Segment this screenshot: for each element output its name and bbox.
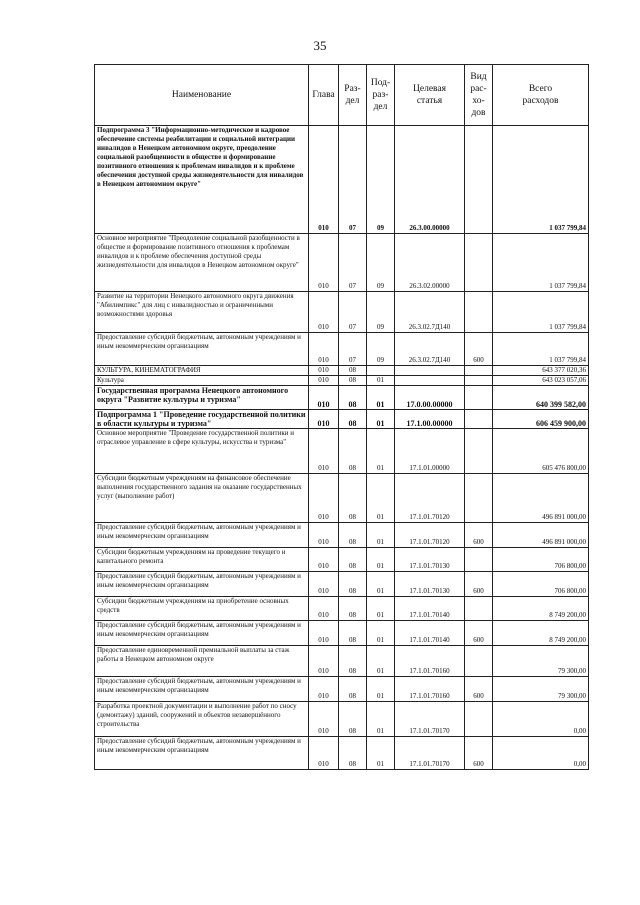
cell-amount: 496 891 000,00 (493, 523, 589, 548)
table-row (95, 523, 589, 548)
cell-glava: 010 (309, 429, 339, 474)
cell-podrazdel: 09 (367, 333, 395, 366)
cell-vid (465, 234, 493, 292)
cell-razdel: 08 (339, 597, 367, 621)
cell-name: Основное мероприятие "Преодоление социальной разобщенности в обществе и формирование позитивного отношения к проблемам инвалидов и к проблеме обеспечения доступной среды жизнедеятельности для инвалидов в Ненецком автономном округе" (95, 234, 309, 292)
cell-target: 17.1.01.70160 (395, 677, 465, 702)
cell-amount: 706 800,00 (493, 548, 589, 572)
cell-glava: 010 (309, 410, 339, 429)
cell-name: Основное мероприятие "Проведение государственной политики и отраслевое управление в сфере культуры, искусства и туризма" (95, 429, 309, 474)
table-row (95, 548, 589, 572)
cell-amount: 1 037 799,84 (493, 292, 589, 333)
cell-name: Предоставление субсидий бюджетным, автономным учреждениям и иным некоммерческим организациям (95, 737, 309, 770)
table-row (95, 410, 589, 429)
cell-glava: 010 (309, 677, 339, 702)
cell-name: Субсидии бюджетным учреждениям на финансовое обеспечение выполнения государственного задания на оказание государственных услуг (выполнение работ) (95, 474, 309, 523)
cell-glava: 010 (309, 597, 339, 621)
cell-glava: 010 (309, 572, 339, 597)
cell-target: 17.1.01.70120 (395, 523, 465, 548)
cell-vid: 600 (465, 333, 493, 366)
cell-vid (465, 702, 493, 737)
table-row (95, 597, 589, 621)
cell-podrazdel: 01 (367, 523, 395, 548)
header-podrazdel: Под- раз- дел (367, 65, 395, 126)
table-header-row (95, 65, 589, 126)
cell-razdel: 08 (339, 572, 367, 597)
cell-target: 17.1.01.70130 (395, 548, 465, 572)
cell-podrazdel: 01 (367, 646, 395, 677)
cell-glava: 010 (309, 386, 339, 410)
table-row (95, 126, 589, 234)
cell-amount: 0,00 (493, 737, 589, 770)
cell-razdel: 08 (339, 429, 367, 474)
cell-glava: 010 (309, 737, 339, 770)
cell-glava: 010 (309, 366, 339, 376)
cell-podrazdel: 09 (367, 126, 395, 234)
table-row (95, 646, 589, 677)
cell-razdel: 08 (339, 702, 367, 737)
cell-name: КУЛЬТУРА, КИНЕМАТОГРАФИЯ (95, 366, 309, 376)
cell-vid (465, 376, 493, 386)
cell-podrazdel (367, 366, 395, 376)
cell-vid (465, 548, 493, 572)
table-row (95, 376, 589, 386)
cell-vid (465, 126, 493, 234)
cell-target: 26.3.02.00000 (395, 234, 465, 292)
cell-podrazdel: 01 (367, 572, 395, 597)
cell-name: Подпрограмма 3 "Информационно-методическое и кадровое обеспечение системы реабилитации и социальной интеграции инвалидов в Ненецком автономном округе, преодоление социальной разобщенности в обществе и формирование позитивного отношения к проблемам инвалидов и к проблеме обеспечения доступной среды жизнедеятельности для инвалидов в Ненецком автономном округе" (95, 126, 309, 234)
header-name: Наименование (95, 65, 309, 126)
table-row (95, 677, 589, 702)
cell-podrazdel: 01 (367, 597, 395, 621)
cell-vid (465, 474, 493, 523)
cell-glava: 010 (309, 621, 339, 646)
cell-razdel: 07 (339, 292, 367, 333)
table-row (95, 737, 589, 770)
cell-razdel: 08 (339, 621, 367, 646)
cell-name: Государственная программа Ненецкого автономного округа "Развитие культуры и туризма" (95, 386, 309, 410)
cell-target: 17.0.00.00000 (395, 386, 465, 410)
cell-target: 17.1.00.00000 (395, 410, 465, 429)
cell-target: 17.1.01.70140 (395, 597, 465, 621)
cell-vid (465, 366, 493, 376)
cell-glava: 010 (309, 234, 339, 292)
cell-podrazdel: 09 (367, 292, 395, 333)
table-row (95, 429, 589, 474)
cell-podrazdel: 01 (367, 376, 395, 386)
cell-razdel: 08 (339, 474, 367, 523)
cell-podrazdel: 01 (367, 621, 395, 646)
cell-target: 17.1.01.70160 (395, 646, 465, 677)
cell-amount: 606 459 900,00 (493, 410, 589, 429)
cell-razdel: 08 (339, 677, 367, 702)
cell-amount: 1 037 799,84 (493, 126, 589, 234)
cell-razdel: 08 (339, 376, 367, 386)
cell-amount: 8 749 200,00 (493, 597, 589, 621)
cell-glava: 010 (309, 126, 339, 234)
cell-amount: 643 377 020,36 (493, 366, 589, 376)
cell-name: Субсидии бюджетным учреждениям на проведение текущего и капитального ремонта (95, 548, 309, 572)
cell-vid (465, 386, 493, 410)
cell-glava: 010 (309, 333, 339, 366)
cell-target: 26.3.00.00000 (395, 126, 465, 234)
cell-razdel: 08 (339, 410, 367, 429)
cell-podrazdel: 01 (367, 474, 395, 523)
cell-razdel: 08 (339, 548, 367, 572)
table-row (95, 572, 589, 597)
cell-name: Развитие на территории Ненецкого автономного округа движения "Абилимпикс" для лиц с инвалидностью и ограниченными возможностями здоровья (95, 292, 309, 333)
cell-amount: 79 300,00 (493, 677, 589, 702)
cell-razdel: 08 (339, 386, 367, 410)
cell-amount: 1 037 799,84 (493, 234, 589, 292)
cell-target: 17.1.01.70170 (395, 737, 465, 770)
table-row (95, 366, 589, 376)
cell-name: Субсидии бюджетным учреждениям на приобретение основных средств (95, 597, 309, 621)
cell-vid (465, 429, 493, 474)
cell-vid: 600 (465, 621, 493, 646)
cell-amount: 0,00 (493, 702, 589, 737)
cell-podrazdel: 01 (367, 737, 395, 770)
cell-vid: 600 (465, 737, 493, 770)
cell-podrazdel: 01 (367, 386, 395, 410)
cell-target: 17.1.01.70120 (395, 474, 465, 523)
cell-razdel: 08 (339, 523, 367, 548)
cell-podrazdel: 01 (367, 410, 395, 429)
cell-target (395, 366, 465, 376)
cell-name: Предоставление субсидий бюджетным, автономным учреждениям и иным некоммерческим организациям (95, 523, 309, 548)
cell-razdel: 07 (339, 234, 367, 292)
cell-amount: 79 300,00 (493, 646, 589, 677)
header-razdel: Раз- дел (339, 65, 367, 126)
header-vid: Вид рас- хо- дов (465, 65, 493, 126)
cell-target: 17.1.01.70140 (395, 621, 465, 646)
table-row (95, 234, 589, 292)
table-row (95, 333, 589, 366)
header-target: Целевая статья (395, 65, 465, 126)
cell-amount: 640 399 582,00 (493, 386, 589, 410)
cell-podrazdel: 01 (367, 702, 395, 737)
header-glava: Глава (309, 65, 339, 126)
cell-name: Предоставление субсидий бюджетным, автономным учреждениям и иным некоммерческим организациям (95, 621, 309, 646)
budget-table (94, 64, 589, 770)
cell-amount: 496 891 000,00 (493, 474, 589, 523)
cell-podrazdel: 01 (367, 548, 395, 572)
cell-podrazdel: 09 (367, 234, 395, 292)
table-row (95, 474, 589, 523)
cell-vid (465, 292, 493, 333)
cell-vid (465, 597, 493, 621)
cell-glava: 010 (309, 523, 339, 548)
header-total: Всего расходов (493, 65, 589, 126)
cell-name: Подпрограмма 1 "Проведение государственной политики в области культуры и туризма" (95, 410, 309, 429)
cell-name: Разработка проектной документации и выполнение работ по сносу (демонтажу) зданий, сооружений и объектов незавершённого строительства (95, 702, 309, 737)
page-number: 35 (313, 38, 327, 53)
cell-glava: 010 (309, 376, 339, 386)
cell-target: 17.1.01.00000 (395, 429, 465, 474)
cell-vid: 600 (465, 677, 493, 702)
cell-vid (465, 646, 493, 677)
cell-amount: 643 023 057,06 (493, 376, 589, 386)
cell-vid: 600 (465, 523, 493, 548)
cell-glava: 010 (309, 548, 339, 572)
cell-razdel: 07 (339, 126, 367, 234)
cell-glava: 010 (309, 474, 339, 523)
cell-name: Предоставление субсидий бюджетным, автономным учреждениям и иным некоммерческим организациям (95, 333, 309, 366)
cell-razdel: 08 (339, 646, 367, 677)
cell-vid (465, 410, 493, 429)
cell-amount: 8 749 200,00 (493, 621, 589, 646)
cell-podrazdel: 01 (367, 677, 395, 702)
cell-amount: 1 037 799,84 (493, 333, 589, 366)
cell-vid: 600 (465, 572, 493, 597)
cell-name: Предоставление субсидий бюджетным, автономным учреждениям и иным некоммерческим организациям (95, 677, 309, 702)
cell-target: 26.3.02.7Д140 (395, 333, 465, 366)
cell-amount: 706 800,00 (493, 572, 589, 597)
table-row (95, 702, 589, 737)
cell-target: 17.1.01.70170 (395, 702, 465, 737)
cell-name: Предоставление единовременной премиальной выплаты за стаж работы в Ненецком автономном округе (95, 646, 309, 677)
cell-razdel: 07 (339, 333, 367, 366)
cell-name: Предоставление субсидий бюджетным, автономным учреждениям и иным некоммерческим организациям (95, 572, 309, 597)
table-row (95, 386, 589, 410)
table-row (95, 292, 589, 333)
cell-name: Культура (95, 376, 309, 386)
cell-razdel: 08 (339, 366, 367, 376)
table-row (95, 621, 589, 646)
cell-target: 26.3.02.7Д140 (395, 292, 465, 333)
cell-razdel: 08 (339, 737, 367, 770)
cell-target: 17.1.01.70130 (395, 572, 465, 597)
cell-amount: 605 476 800,00 (493, 429, 589, 474)
cell-glava: 010 (309, 292, 339, 333)
cell-glava: 010 (309, 646, 339, 677)
cell-glava: 010 (309, 702, 339, 737)
cell-target (395, 376, 465, 386)
cell-podrazdel: 01 (367, 429, 395, 474)
